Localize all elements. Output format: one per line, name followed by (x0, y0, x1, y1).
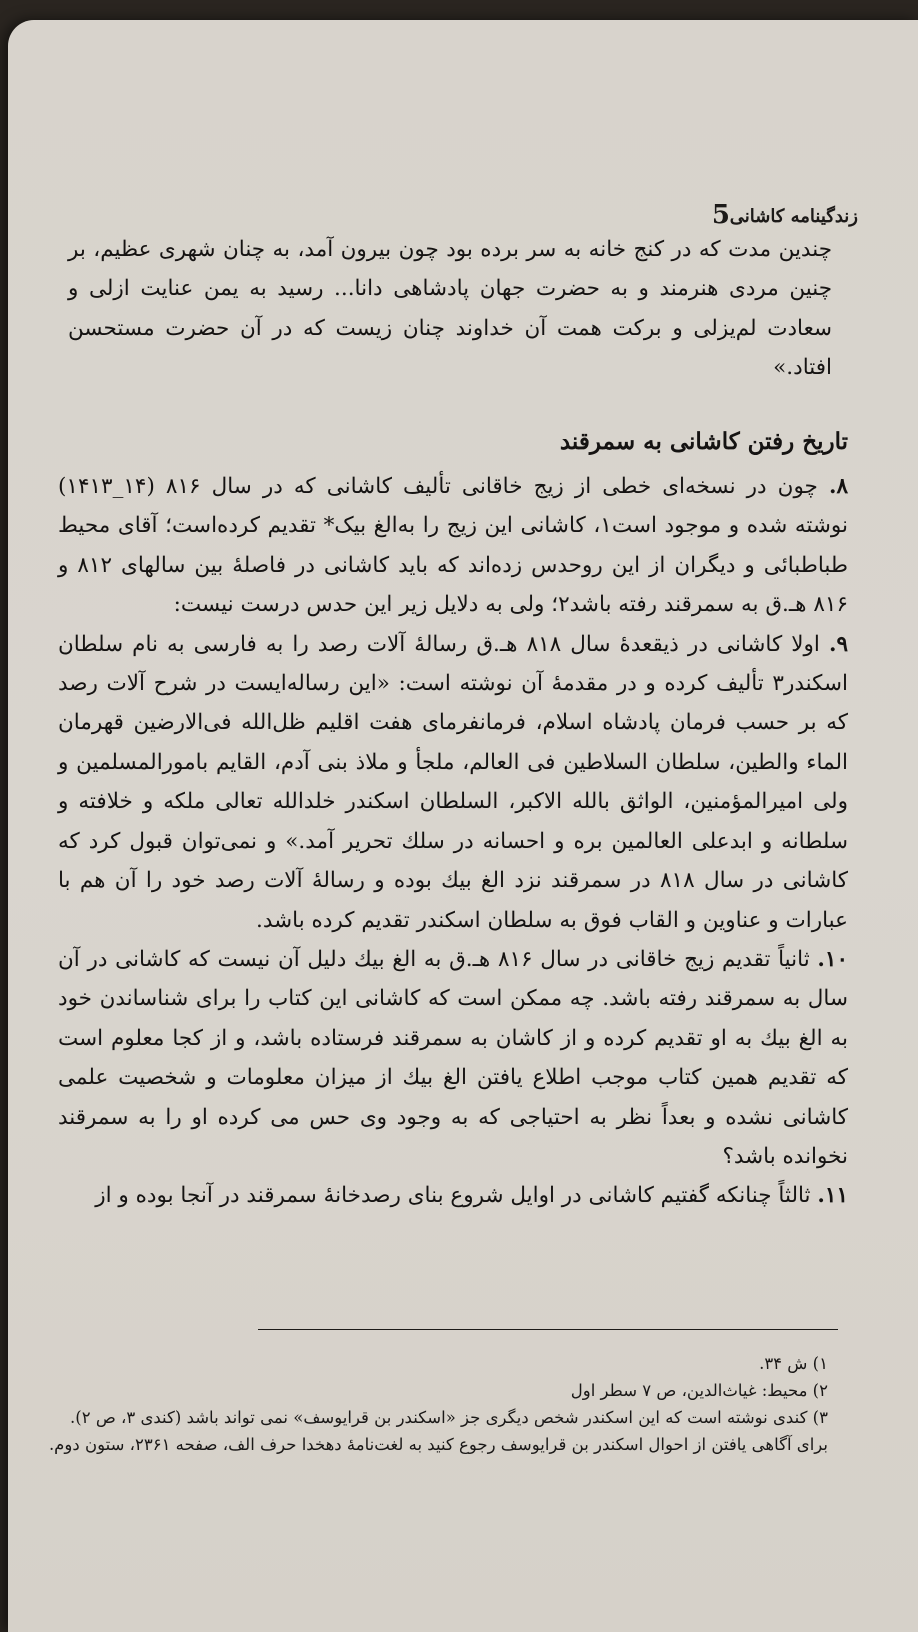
footnote-4: برای آگاهی یافتن از احوال اسکندر بن قرایوسف رجوع کنید به لغت‌نامهٔ دهخدا حرف الف، صفحه ۲۳۶۱، ستون دوم. (48, 1435, 828, 1454)
footnote-3: ۳) کندی نوشته است که این اسکندر شخص دیگری جز «اسکندر بن قرایوسف» نمی تواند باشد (کندی ۳، ص ۲). (70, 1408, 828, 1427)
running-title: زندگینامه کاشانی (729, 206, 858, 227)
paragraph-number: ۸. (828, 474, 848, 500)
paragraph-11 (58, 1176, 848, 1215)
paragraph-text: چون در نسخه‌ای خطی از زیج خاقانی تألیف کاشانی که در سال ۸۱۶ (۱۴_۱۴۱۳) نوشته شده و موجود است۱، کاشانی این زیج را به‌الغ بیک* تقدیم کرده‌است؛ آقای محیط طباطبائی و دیگران از این روحدس زده‌اند که باید کاشانی در فاصلهٔ بین سالهای ۸۱۲ و ۸۱۶ هـ.ق به سمرقند رفته باشد۲؛ ولی به دلایل زیر این حدس درست نیست: (58, 474, 848, 618)
page-body (58, 230, 848, 1216)
paragraph-number: ۹. (828, 631, 848, 657)
paragraph-number: ۱۰. (817, 946, 849, 972)
paragraph-text: ثالثاً چنانکه گفتیم کاشانی در اوایل شروع بنای رصدخانهٔ سمرقند در آنجا بوده و از (95, 1183, 811, 1209)
section-heading: تاریخ رفتن کاشانی به سمرقند (559, 427, 848, 455)
quoted-passage: چندین مدت که در کنج خانه به سر برده بود چون بیرون آمد، به چنان شهری عظیم، بر چنین مردی هنرمند و به حضرت جهان پادشاهی دانا... رسید به یمن عنایت ازلی و سعادت لم‌یزلی و برکت همت آن خداوند چنان زیست که در آن حضرت مستحسن افتاد.» (68, 237, 832, 381)
footnote-2: ۲) محیط: غیاث‌الدین، ص ۷ سطر اول (570, 1381, 828, 1400)
book-page (8, 20, 918, 1632)
paragraph-text: اولا کاشانی در ذیقعدهٔ سال ۸۱۸ هـ.ق رسالهٔ آلات رصد را به فارسی به نام سلطان اسکندر۳ تألیف کرده و در مقدمهٔ آن نوشته است: «این رساله‌ایست در شرح آلات رصد که بر حسب فرمان پادشاه اسلام، فرمانفرمای هفت اقلیم ظل‌الله فی‌الارضین قهرمان الماء والطین، سلطان السلاطین فی العالم، ملجأ و ملاذ بنی آدم، القایم بامورالمسلمین و ولی امیرالمؤمنین، الواثق بالله الاکبر، السلطان اسکندر خلدالله تعالی ملکه و خلافته و سلطانه و ابدعلی العالمین بره و احسانه در سلك تحریر آمد.» و نمی‌توان قبول کرد که کاشانی در سال ۸۱۸ در سمرقند نزد الغ بیك بوده و رسالهٔ آلات رصد خود را آن هم با عبارات و عناوین و القاب فوق به سلطان اسکندر تقدیم کرده باشد. (58, 631, 848, 933)
paragraph-9 (58, 625, 848, 940)
page-number: 5 (711, 200, 730, 230)
footnote-1: ۱) ش ۳۴. (759, 1354, 828, 1373)
paragraph-10 (58, 940, 848, 1176)
paragraph-8 (58, 467, 848, 625)
paragraph-text: ثانیاً تقدیم زیج خاقانی در سال ۸۱۶ هـ.ق به الغ بیك دلیل آن نیست که کاشانی در آن سال به سمرقند رفته باشد. چه ممکن است که کاشانی این کتاب را برای شناساندن خود به الغ بیك به او تقدیم کرده و از کاشان به سمرقند فرستاده باشد، و از کجا معلوم است که تقدیم همین کتاب موجب اطلاع یافتن الغ بیك از میزان معلومات و شخصیت علمی کاشانی نشده و بعداً نظر به احتیاجی که به وجود وی حس می کرده او را به سمرقند نخوانده باشد؟ (58, 946, 848, 1169)
footnote-divider (258, 1329, 838, 1330)
footnotes (48, 1350, 828, 1458)
paragraph-number: ۱۱. (817, 1183, 848, 1209)
